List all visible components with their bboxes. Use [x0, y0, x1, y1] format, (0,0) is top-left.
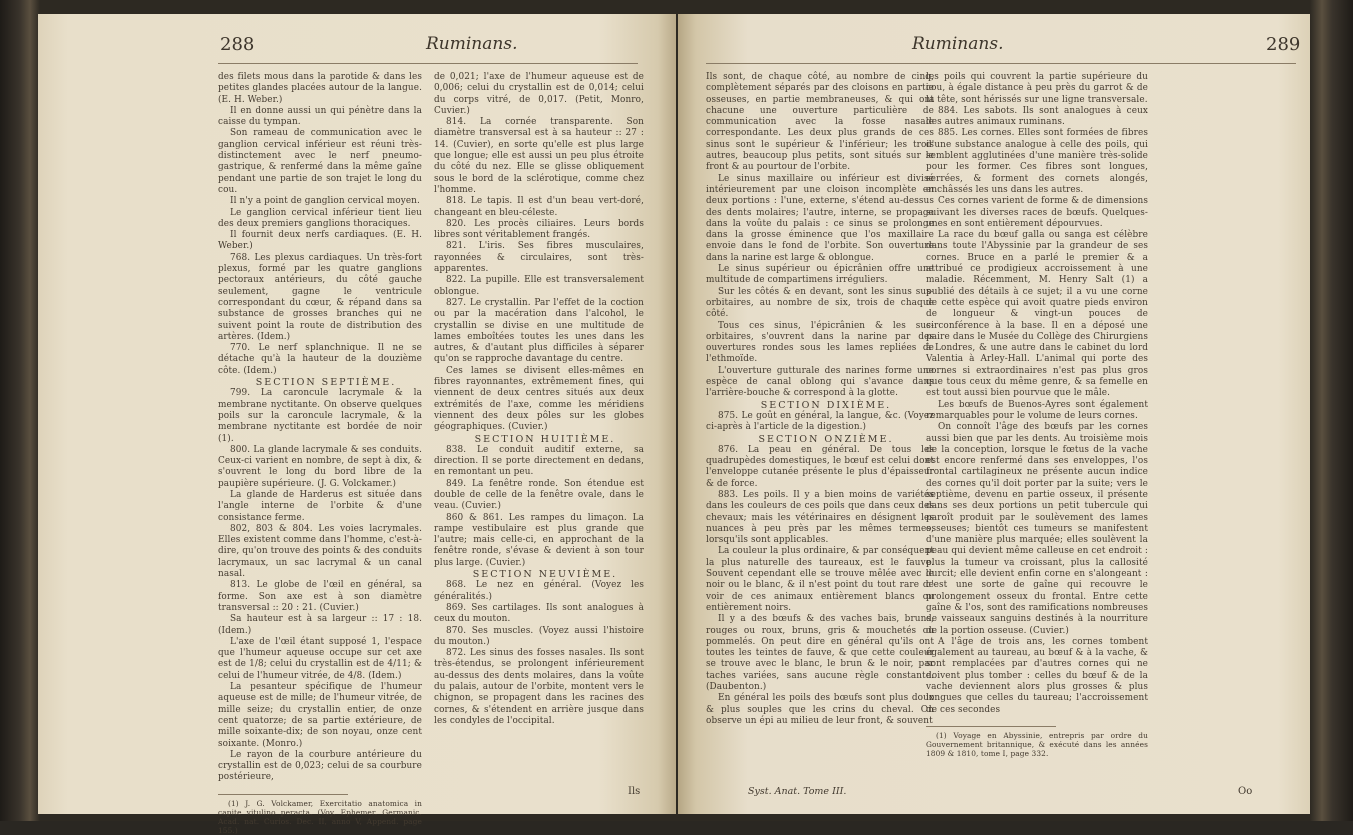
- paragraph: Ces lames se divisent elles-mêmes en fibres rayonnantes, extrêmement fines, qui viennent de deux centres situés aux deux extrémités de l'axe, comme les méridiens viennent des deux pôles sur les globes géographiques. (Cuvier.): [434, 365, 644, 433]
- paragraph: 818. Le tapis. Il est d'un beau vert-doré, changeant en bleu-céleste.: [434, 196, 644, 218]
- paragraph: A l'âge de trois ans, les cornes tombent également au taureau, au bœuf & à la vache, & sont remplacées par d'autres cornes qui ne doivent plus tomber : celles du bœuf & de la vache deviennent alors plus grosses & plus longues que celles du taureau; l'accroissement de ces secondes: [926, 636, 1148, 715]
- paragraph: 800. La glande lacrymale & ses conduits. Ceux-ci varient en nombre, de sept à dix, & s'ouvrent le long du bord libre de la paupière supérieure. (J. G. Volckamer.): [218, 444, 422, 489]
- paragraph: On connoît l'âge des bœufs par les cornes aussi bien que par les dents. Au troisième mois de la conception, lorsque le fœtus de la vache est encore renfermé dans ses enveloppes, l'os frontal cartilagineux ne présente aucun indice des cornes qu'il doit porter par la suite; vers le septième, devenu en partie osseux, il présente dans ses deux portions un petit tubercule qui paroît produit par le soulèvement des lames osseuses; bientôt ces tumeurs se manifestent d'une manière plus marquée; elles soulèvent la peau qui devient même calleuse en cet endroit : plus la tumeur va croissant, plus la callosité durcit; elle devient enfin corne en s'alongeant : c'est une sorte de gaîne qui recouvre le prolongement osseux du frontal. Entre cette gaîne & l'os, sont des ramifications nombreuses de vaisseaux sanguins destinés à la nourriture de la portion osseuse. (Cuvier.): [926, 422, 1148, 636]
- paragraph: La couleur la plus ordinaire, & par conséquent la plus naturelle des taureaux, est le fauve. Souvent cependant elle se trouve mêlée avec le noir ou le blanc, & il n'est point du tout rare de voir de ces animaux entièrement blancs ou entièrement noirs.: [706, 546, 934, 613]
- catchword: Ils: [628, 786, 641, 797]
- section-heading: SECTION DIXIÈME.: [760, 399, 892, 411]
- paragraph: 883. Les poils. Il y a bien moins de variétés dans les couleurs de ces poils que dans ceux des chevaux; mais les vétérinaires en désignent les nuances à peu près par les mêmes termes, lorsqu'ils sont applicables.: [706, 489, 934, 546]
- paragraph: Son rameau de communication avec le ganglion cervical inférieur est réuni très-distinctement avec le nerf pneumo-gastrique, & renfermé dans la même gaîne pendant une partie de son trajet le long du cou.: [218, 128, 422, 195]
- paragraph: Il fournit deux nerfs cardiaques. (E. H. Weber.): [218, 230, 422, 252]
- paragraph: Les bœufs de Buenos-Ayres sont également remarquables pour le volume de leurs cornes.: [926, 399, 1148, 421]
- paragraph: Il n'y a point de ganglion cervical moyen.: [230, 196, 420, 207]
- section-heading: SECTION NEUVIÈME.: [472, 569, 618, 581]
- paragraph: L'axe de l'œil étant supposé 1, l'espace que l'humeur aqueuse occupe sur cet axe est de 1/8; celui du crystallin est de 4/11; & celui de l'humeur vitrée, de 4/8. (Idem.): [218, 636, 422, 681]
- left-column-2: [434, 72, 644, 727]
- paragraph: La glande de Harderus est située dans l'angle interne de l'orbite & d'une consistance ferme.: [218, 489, 422, 523]
- paragraph: Le sinus maxillaire ou inférieur est divisé intérieurement par une cloison incomplète en deux portions : l'une, externe, s'étend au-dessus des dents molaires; l'autre, interne, se propage dans la voûte du palais : ce sinus se prolonge dans la grosse éminence que l'os maxillaire envoie dans le fond de l'orbite. Son ouverture dans la narine est large & oblongue.: [706, 173, 934, 263]
- paragraph: 870. Ses muscles. (Voyez aussi l'histoire du mouton.): [434, 625, 644, 647]
- section-heading: SECTION SEPTIÈME.: [255, 377, 397, 389]
- paragraph: 884. Les sabots. Ils sont analogues à ceux des autres animaux ruminans.: [926, 105, 1148, 128]
- paragraph: Sa hauteur est à sa largeur :: 17 : 18. (Idem.): [218, 614, 422, 636]
- right-page: [678, 14, 1310, 814]
- paragraph: 885. Les cornes. Elles sont formées de fibres d'une substance analogue à celle des poils, qui semblent agglutinées d'une manière très-solide pour les former. Ces fibres sont longues, serrées, & forment des cornets alongés, enchâssés les uns dans les autres.: [926, 128, 1148, 195]
- paragraph: 770. Le nerf splanchnique. Il ne se détache qu'à la hauteur de la douzième côte. (Idem.): [218, 343, 422, 376]
- running-head: Ruminans.: [912, 34, 1004, 54]
- section-heading: SECTION ONZIÈME.: [758, 433, 894, 445]
- paragraph: Ils sont, de chaque côté, au nombre de cinq, complètement séparés par des cloisons en partie osseuses, en partie membraneuses, & qui ont chacune une ouverture particulière de communication avec la fosse nasale correspondante. Les deux plus grands de ces sinus sont le supérieur & l'inférieur; les trois autres, beaucoup plus petits, sont situés sur le front & au pourtour de l'orbite.: [706, 72, 934, 173]
- paragraph: 827. Le crystallin. Par l'effet de la coction ou par la macération dans l'alcohol, le crystallin se divise en une multitude de lames emboîtées toutes les unes dans les autres, & d'autant plus difficiles à séparer qu'on se rapproche davantage du centre.: [434, 297, 644, 365]
- catchword: Oo: [1238, 786, 1253, 797]
- footnote: (1) J. G. Volckamer, Exercitatio anatomica in capite vitulino peracta. (Voy. Ephemer. Germanic. Acad. nat. Curios. Dec. II, anno V, Append. page 155.): [218, 798, 422, 835]
- paragraph: Tous ces sinus, l'épicrânien & les sus-orbitaires, s'ouvrent dans la narine par des ouvertures rondes sous les lames repliées de l'ethmoïde.: [706, 320, 934, 365]
- paragraph: 813. Le globe de l'œil en général, sa forme. Son axe est à son diamètre transversal :: 20 : 21. (Cuvier.): [218, 580, 422, 613]
- footnote-rule: [926, 726, 1056, 727]
- header-rule: [706, 63, 1296, 64]
- paragraph: 802, 803 & 804. Les voies lacrymales. Elles existent comme dans l'homme, c'est-à-dire, qu'on trouve des points & des conduits lacrymaux, un sac lacrymal & un canal nasal.: [218, 523, 422, 580]
- paragraph: 868. Le nez en général. (Voyez les généralités.): [434, 580, 644, 602]
- paragraph: Il en donne aussi un qui pénètre dans la caisse du tympan.: [218, 105, 422, 128]
- paragraph: En général les poils des bœufs sont plus doux & plus souples que les crins du cheval. On observe un épi au milieu de leur front, & souvent: [706, 693, 934, 726]
- paragraph: L'ouverture gutturale des narines forme une espèce de canal oblong qui s'avance dans l'arrière-bouche & correspond à la glotte.: [706, 365, 934, 399]
- footnote: (1) Voyage en Abyssinie, entrepris par ordre du Gouvernement britannique, & exécuté dans les années 1809 & 1810, tome I, page 332.: [926, 730, 1148, 758]
- footnote-rule: [218, 794, 348, 795]
- paragraph: 860 & 861. Les rampes du limaçon. La rampe vestibulaire est plus grande que l'autre; mais celle-ci, en approchant de la fenêtre ronde, s'évase & devient à son tour plus large. (Cuvier.): [434, 512, 644, 568]
- paragraph: 872. Les sinus des fosses nasales. Ils sont très-étendus, se prolongent inférieurement au-dessus des dents molaires, dans la voûte du palais, autour de l'orbite, montent vers le chignon, se propagent dans les racines des cornes, & s'étendent en arrière jusque dans les condyles de l'occipital.: [434, 648, 644, 726]
- paragraph: 869. Ses cartilages. Ils sont analogues à ceux du mouton.: [434, 602, 644, 625]
- paragraph: 822. La pupille. Elle est transversalement oblongue.: [434, 275, 644, 297]
- paragraph: 875. Le goût en général, la langue, &c. (Voyez ci-après à l'article de la digestion.): [706, 410, 934, 433]
- paragraph: 799. La caroncule lacrymale & la membrane nyctitante. On observe quelques poils sur la caroncule lacrymale, & la membrane nyctitante est bordée de noir (1).: [218, 388, 422, 444]
- paragraph: 821. L'iris. Ses fibres musculaires, rayonnées & circulaires, sont très-apparentes.: [434, 241, 644, 275]
- left-page: [38, 14, 676, 835]
- paragraph: Il y a des bœufs & des vaches bais, bruns, rouges ou roux, bruns, gris & mouchetés ou pommelés. On peut dire en général qu'ils ont toutes les teintes de fauve, & que cette couleur se trouve avec le blanc, le brun & le noir, par taches variées, sans aucune règle constante. (Daubenton.): [706, 614, 934, 693]
- paragraph: 876. La peau en général. De tous les quadrupèdes domestiques, le bœuf est celui dont l'enveloppe cutanée présente le plus d'épaisseur & de force.: [706, 444, 934, 489]
- right-column-2: [926, 72, 1148, 758]
- paragraph: Le rayon de la courbure antérieure du crystallin est de 0,023; celui de sa courbure postérieure,: [218, 749, 422, 783]
- right-column-1: [706, 72, 934, 727]
- page-number: 289: [1266, 34, 1301, 55]
- paragraph: 768. Les plexus cardiaques. Un très-fort plexus, formé par les quatre ganglions pectoraux antérieurs, du côté gauche seulement, gagne le ventricule correspondant du cœur, & répand dans sa substance de grosses branches qui ne suivent point la route de distribution des artères. (Idem.): [218, 252, 422, 342]
- paragraph: 820. Les procès ciliaires. Leurs bords libres sont véritablement frangés.: [434, 218, 644, 241]
- paragraph: 849. La fenêtre ronde. Son étendue est double de celle de la fenêtre ovale, dans le veau. (Cuvier.): [434, 478, 644, 512]
- paragraph: 814. La cornée transparente. Son diamètre transversal est à sa hauteur :: 27 : 14. (Cuvier), en sorte qu'elle est plus large que longue; elle est aussi un peu plus étroite du côté du nez. Elle se glisse obliquement sous le bord de la sclérotique, comme chez l'homme.: [434, 117, 644, 195]
- running-head: Ruminans.: [426, 34, 518, 54]
- paragraph: 838. Le conduit auditif externe, sa direction. Il se porte directement en dedans, en remontant un peu.: [434, 444, 644, 478]
- left-column-1: [218, 72, 422, 835]
- header-rule: [218, 63, 638, 64]
- signature-mark: Syst. Anat. Tome III.: [748, 786, 847, 797]
- paragraph: des filets mous dans la parotide & dans les petites glandes placées autour de la langue. (E. H. Weber.): [218, 72, 422, 105]
- paragraph: Le sinus supérieur ou épicrânien offre une multitude de compartimens irréguliers.: [706, 264, 934, 286]
- paragraph: de 0,021; l'axe de l'humeur aqueuse est de 0,006; celui du crystallin est de 0,014; celui du corps vitré, de 0,017. (Petit, Monro, Cuvier.): [434, 72, 644, 116]
- paragraph: La race du bœuf galla ou sanga est célèbre dans toute l'Abyssinie par la grandeur de ses cornes. Bruce en a parlé le premier & a attribué ce prodigieux accroissement à une maladie. Récemment, M. Henry Salt (1) a publié des détails à ce sujet; il a vu une corne de cette espèce qui avoit quatre pieds environ de longueur & vingt-un pouces de circonférence à la base. Il en a déposé une paire dans le Musée du Collège des Chirurgiens à Londres, & une autre dans le cabinet du lord Valentia à Arley-Hall. L'animal qui porte des cornes si extraordinaires n'est pas plus gros que tous ceux du même genre, & sa femelle en est tout aussi bien pourvue que le mâle.: [926, 230, 1148, 399]
- paragraph: Le ganglion cervical inférieur tient lieu des deux premiers ganglions thoraciques.: [218, 207, 422, 229]
- paragraph: Ces cornes varient de forme & de dimensions suivant les diverses races de bœufs. Quelques-unes en sont entièrement dépourvues.: [926, 196, 1148, 229]
- section-heading: SECTION HUITIÈME.: [474, 433, 616, 445]
- page-number: 288: [220, 34, 255, 55]
- paragraph: Sur les côtés & en devant, sont les sinus sus-orbitaires, au nombre de six, trois de chaque côté.: [706, 286, 934, 320]
- paragraph: les poils qui couvrent la partie supérieure du cou, à égale distance à peu près du garrot & de la tête, sont hérissés sur une ligne transversale.: [926, 72, 1148, 105]
- paragraph: La pesanteur spécifique de l'humeur aqueuse est de mille; de l'humeur vitrée, de mille seize; du crystallin entier, de onze cent quatorze; de sa partie extérieure, de mille soixante-dix; de son noyau, onze cent soixante. (Monro.): [218, 682, 422, 749]
